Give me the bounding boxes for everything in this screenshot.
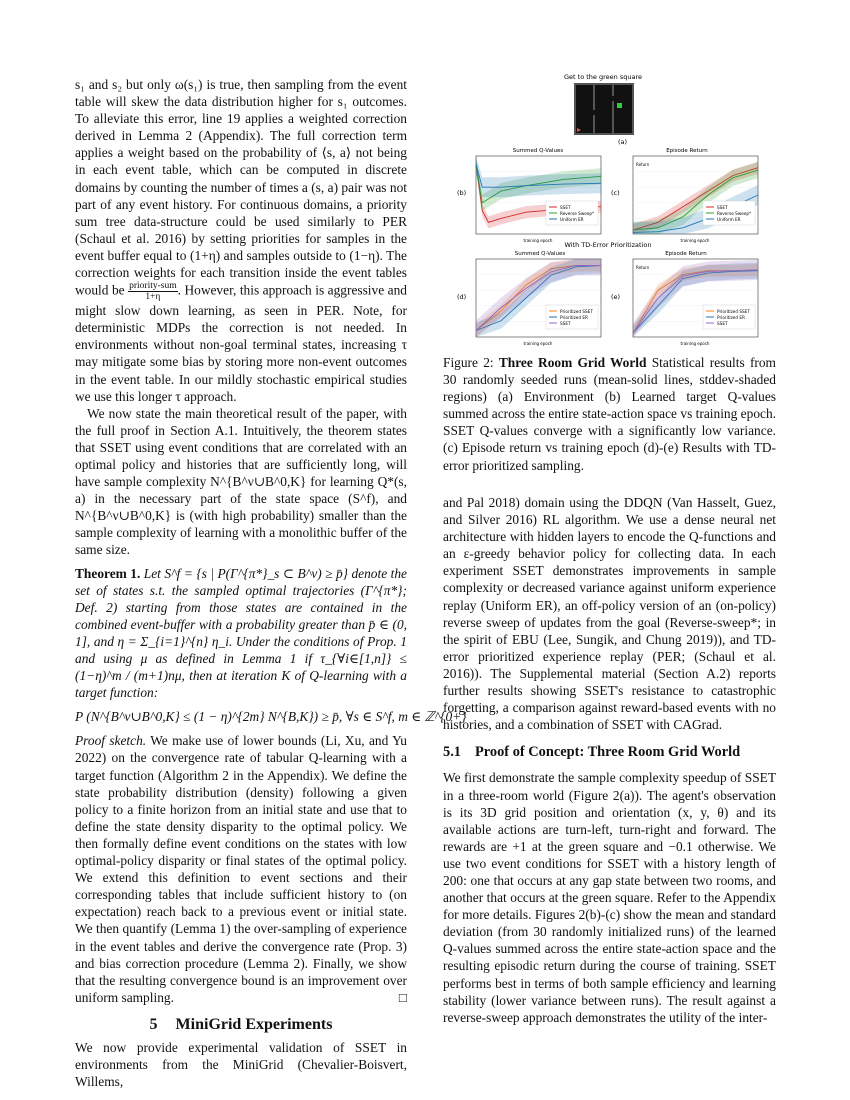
legend-e-psset: Prioritized SSET — [717, 309, 750, 314]
label-d: (d) — [457, 293, 467, 301]
legend-e-per: Prioritized ER — [717, 315, 745, 320]
label-c: (c) — [611, 189, 620, 197]
legend-b-reverse: Reverse Sweep* — [560, 211, 595, 216]
legend-e-sset: SSET — [717, 321, 728, 326]
c-title: Episode Return — [666, 148, 708, 154]
proof-sketch — [75, 732, 407, 1006]
theorem-label: Theorem 1. — [75, 565, 141, 581]
paragraph-text: s₁ and s₂ but only ω(s₁) is true, then sampling from the event table will skew the data distribution higher for s₁ outcomes. To alleviate this error, line 19 applies a weighted correction derived in Lemma 2 (Appendix). The full correction term applies a weight based on the probability of ⟨s, a⟩ not being in each event table, which can be computed in discrete domains by counting the number of times a (s, a) pair was not part of any event history. For continuous domains, a priority sum tree data-structure could be used similarly to PER (Schaul et al. 2016) by setting priorities for samples in the event buffer equal to (1+η) and samples outside to (1−η). The correction weights for each transition inside the event tables would be — [75, 77, 407, 298]
subsection-number: 5.1 — [443, 744, 461, 761]
caption-body: Statistical results from 30 randomly seeded runs (mean-solid lines, stddev-shaded regions) (a) Environment (b) Learned target Q-values summed across the entire state-action space vs training epoch. SSET Q-values converge with a significantly low variance. (c) Episode return vs training epoch (d)-(e) Results with TD-error prioritized sampling. — [443, 355, 776, 473]
legend-e — [703, 305, 755, 329]
e-title: Episode Return — [665, 251, 707, 257]
caption-title: Three Room Grid World — [498, 355, 647, 370]
fraction — [128, 281, 178, 302]
legend-c-reverse: Reverse Sweep* — [717, 211, 752, 216]
series-band-uniform-er — [476, 156, 601, 197]
label-b: (b) — [457, 189, 467, 197]
figure-svg — [443, 70, 776, 350]
legend-d — [546, 305, 598, 329]
paragraph-experiments-intro: We now provide experimental validation of SSET in environments from the MiniGrid (Chevalier-Boisvert, Willems, — [75, 1039, 407, 1090]
figure-caption — [443, 354, 776, 474]
legend-c — [703, 201, 755, 225]
theorem-body: Let S^f = {s | P(Γ^{π*}_s ⊂ B^ν) ≥ p̄} denote the set of states s.t. the sampled optimal trajectories (Γ^{π*}; Def. 2) starting from those states are contained in the combined event-buffer with a probability greater than p̄ ∈ (0, 1], and η = Σ_{i=1}^{n} η_i. Under the conditions of Prop. 1 and using μ as defined in Lemma 1 if τ_{∀i∈[1,n]} ≤ (1−η)^m / (m+1)nμ, then at iteration K of Q-learning with a target function: — [75, 565, 407, 701]
fraction-numerator: priority-sum — [129, 281, 177, 292]
legend-b-uniform: Uniform ER — [560, 217, 584, 222]
b-xlabel: training epoch — [523, 238, 553, 243]
qed-symbol: □ — [398, 989, 407, 1005]
subsection-title: Proof of Concept: Three Room Grid World — [475, 744, 741, 761]
legend-d-per: Prioritized ER — [560, 315, 588, 320]
legend-b — [546, 201, 598, 225]
section-title: MiniGrid Experiments — [175, 1015, 333, 1033]
env-background — [574, 83, 634, 135]
legend-d-sset: SSET — [560, 321, 571, 326]
paragraph-domain: and Pal 2018) domain using the DDQN (Van Hasselt, Guez, and Silver 2016) RL algorithm. We use a dense neural net architecture with hidden layers to encode the Q-functions and an ε-greedy behavior policy for collecting data. In each experiment SSET demonstrates improvements in sample complexity or decreased variance against uniform experience replay (Uniform ER), an off-policy version of an (on-policy) reverse sweep of updates from the goal (Reverse-sweep*; in the spirit of EBU (Lee, Sungik, and Chung 2019)), and TD-error prioritized experience replay (PER; (Schaul et al. 2016)). The Supplemental material (Section A.2) reports further results showing SSET's resistance to catastrophic forgetting, a comparison against reward-based events with no histories, and a combination of SSET with CAGrad. — [443, 495, 776, 733]
section-heading — [75, 1016, 407, 1033]
e-xlabel: training epoch — [680, 341, 710, 346]
c-xlabel: training epoch — [680, 238, 710, 243]
paragraph-correction — [75, 76, 407, 405]
mid-title: With TD-Error Prioritization — [564, 241, 652, 249]
legend-c-sset: SSET — [717, 205, 728, 210]
proof-body: We make use of lower bounds (Li, Xu, and Yu 2022) on the convergence rate of tabular Q-learning with a target function (Algorithm 2 in the Appendix). We define the state probability distribution (density) following a given policy to a finite horizon from an initial state and use that to define the state density disparity to the optimal policy. We then formally define event conditions on the states with low optimal-policy disparity or final states of the optimal policy. We extend this definition to event sections and their corresponding tables that include sufficient history to (on expectation) reach back to a previous event or initial state. We then quantify (Lemma 1) the over-sampling of experience in the event tables and derive the convergence rate (Prop. 3) and bias correction procedure (Lemma 2). Finally, we show that the resulting convergence bound is an improvement over uniform sampling. — [75, 733, 407, 1005]
theorem-1 — [75, 565, 407, 702]
c-ylabel: Return — [636, 162, 650, 167]
legend-d-psset: Prioritized SSET — [560, 309, 593, 314]
paragraph-three-room: We first demonstrate the sample complexity speedup of SSET in a three-room world (Figure 2(a)). The agent's observation is its 3D grid position and orientation (x, y, θ) and its available actions are turn-left, turn-right and forward. The rewards are +1 at the green square and −0.1 otherwise. We use two event conditions for SSET with a history length of 200: one that occurs at any gap state between two rooms, and another that occurs at the green square. Refer to the Appendix for more details. Figures 2(b)-(c) show the mean and standard deviation (from 30 randomly initialized runs) of the learned Q-values summed across the entire state-action space and the resulting episodic return during the course of training. SSET performs best in terms of both sample efficiency and learning stability (lower variance between runs). The result against a reverse-sweep approach demonstrates the utility of the inter- — [443, 770, 776, 1025]
e-ylabel: Return — [636, 265, 650, 270]
subsection-heading — [443, 744, 776, 761]
d-xlabel: training epoch — [523, 341, 553, 346]
legend-c-uniform: Uniform ER — [717, 217, 741, 222]
section-number: 5 — [149, 1015, 158, 1033]
theorem-equation: P (N^{B^ν∪B^0,K} ≤ (1 − η)^{2m} N^{B,K}) ≥ p̄, ∀s ∈ S^f, m ∈ ℤ^{0+} — [75, 709, 467, 725]
goal-square — [617, 103, 622, 108]
figure-2 — [443, 70, 776, 350]
label-a: (a) — [618, 138, 628, 146]
paragraph-text-tail: . However, this approach is aggressive and might slow down learning, as seen in PER. Note, for deterministic MDPs the correction is not needed. In environments without non-goal terminal states, increasing τ may mitigate some bias by storing more non-event outcomes in the event table. In our mildly stochastic empirical studies we use this longer τ approach. — [75, 282, 407, 404]
b-title: Summed Q-Values — [512, 148, 564, 154]
label-e: (e) — [611, 293, 621, 301]
fraction-denominator: 1+η — [145, 292, 161, 303]
proof-label: Proof sketch. — [75, 733, 147, 749]
d-title: Summed Q-Values — [514, 251, 566, 257]
paragraph-main-result: We now state the main theoretical result of the paper, with the full proof in Section A.1. Intuitively, the theorem states that SSET using event conditions that are correlated with an optimal policy and histories that are sufficiently long, will have sample complexity N^{B^ν∪B^0,K} for learning Q*(s, a) in the necessary part of the state space (S^f), and N^{B^ν∪B^0,K} is (with high probability) smaller than the sample complexity of learning with a monolithic buffer of the same size. — [75, 405, 407, 558]
right-column — [443, 494, 776, 1026]
caption-label: Figure 2: — [443, 355, 494, 370]
grid-environment — [574, 83, 634, 135]
env-title: Get to the green square — [564, 73, 642, 81]
legend-b-sset: SSET — [560, 205, 571, 210]
